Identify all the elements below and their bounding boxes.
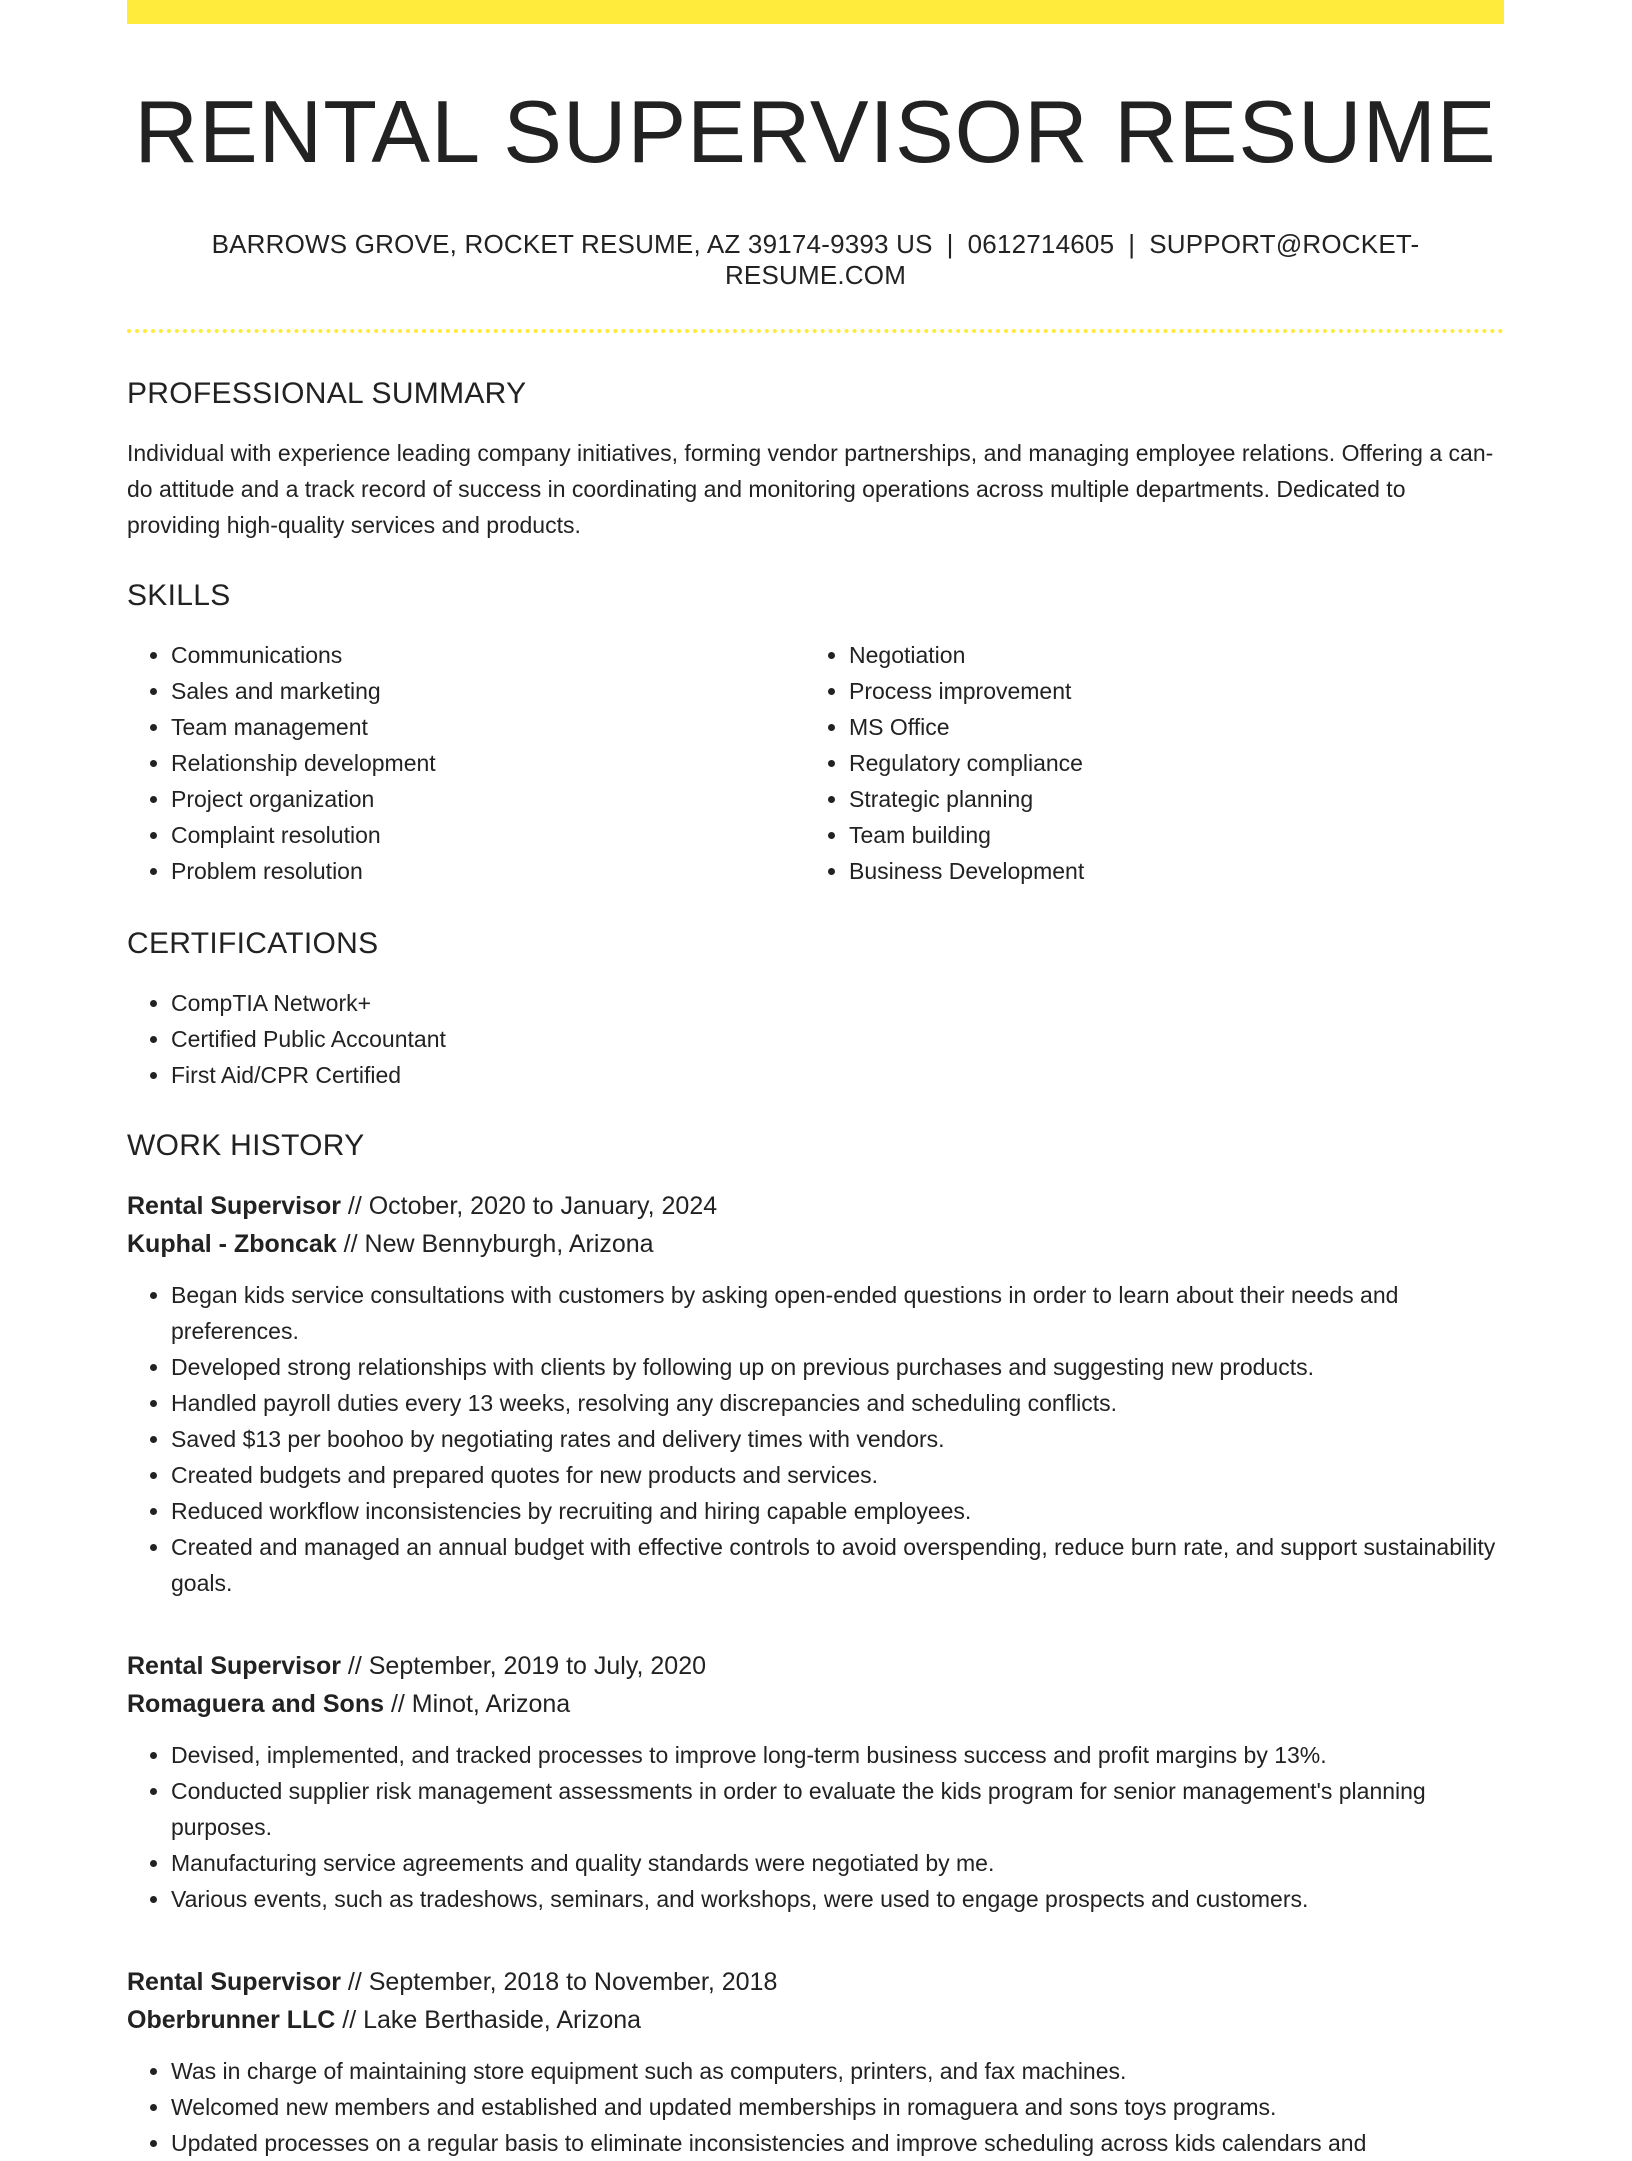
summary-text: Individual with experience leading company initiatives, forming vendor partnerships, and managing employee relations. Offering a can-do attitude and a track record of success in coordinating and monitoring operations across multiple departments. Dedicated to providing high-quality services and products. — [127, 439, 1494, 538]
job-company-line — [127, 1225, 1504, 1263]
job-bullet: • Created budgets and prepared quotes for new products and services. — [171, 1457, 1504, 1493]
job-bullet: • Manufacturing service agreements and quality standards were negotiated by me. — [171, 1845, 1504, 1881]
job-entry — [127, 1647, 1504, 1917]
job-bullet: • Began kids service consultations with customers by asking open-ended questions in order to learn about their needs and preferences. — [171, 1277, 1504, 1349]
work-history-heading: WORK HISTORY — [127, 1128, 365, 1162]
skill-item: • Negotiation — [849, 637, 1504, 673]
resume-page — [127, 0, 1504, 2161]
job-role: Rental Supervisor — [127, 1967, 341, 1996]
contact-separator: | — [946, 228, 954, 259]
job-dates: // September, 2019 to July, 2020 — [340, 1651, 707, 1680]
resume-title: RENTAL SUPERVISOR RESUME — [134, 82, 1497, 181]
job-dates: // September, 2018 to November, 2018 — [340, 1967, 778, 1996]
job-location: // New Bennyburgh, Arizona — [336, 1229, 654, 1258]
contact-line — [127, 229, 1504, 291]
job-role-line — [127, 1647, 1504, 1685]
skill-item: • MS Office — [849, 709, 1504, 745]
accent-top-bar — [127, 0, 1504, 24]
job-bullet: • Created and managed an annual budget with effective controls to avoid overspending, reduce burn rate, and support sustainability goals. — [171, 1529, 1504, 1601]
job-bullet: • Was in charge of maintaining store equipment such as computers, printers, and fax machines. — [171, 2053, 1504, 2089]
skill-item: • Business Development — [849, 853, 1504, 889]
job-company: Romaguera and Sons — [127, 1689, 384, 1718]
skill-item: • Project organization — [171, 781, 805, 817]
skill-item: • Regulatory compliance — [849, 745, 1504, 781]
job-role: Rental Supervisor — [127, 1651, 341, 1680]
job-bullets — [127, 1277, 1504, 1601]
job-role-line — [127, 1187, 1504, 1225]
job-bullet: • Developed strong relationships with clients by following up on previous purchases and suggesting new products. — [171, 1349, 1504, 1385]
job-bullet: • Devised, implemented, and tracked processes to improve long-term business success and profit margins by 13%. — [171, 1737, 1504, 1773]
job-company-line — [127, 2001, 1504, 2039]
job-bullet: • Welcomed new members and established and updated memberships in romaguera and sons toys programs. — [171, 2089, 1504, 2125]
certification-item: • First Aid/CPR Certified — [171, 1057, 1504, 1093]
dotted-divider — [127, 329, 1504, 333]
skill-item: • Strategic planning — [849, 781, 1504, 817]
contact-address: BARROWS GROVE, ROCKET RESUME, AZ 39174-9393 US — [211, 228, 933, 259]
certifications-heading: CERTIFICATIONS — [127, 926, 379, 960]
certification-item: • CompTIA Network+ — [171, 985, 1504, 1021]
skills-list-right — [805, 637, 1504, 889]
contact-phone: 0612714605 — [967, 228, 1115, 259]
skill-item: • Team building — [849, 817, 1504, 853]
skill-item: • Complaint resolution — [171, 817, 805, 853]
job-role-line — [127, 1963, 1504, 2001]
job-role: Rental Supervisor — [127, 1191, 341, 1220]
skill-item: • Team management — [171, 709, 805, 745]
job-bullet: • Conducted supplier risk management assessments in order to evaluate the kids program for senior management's planning purposes. — [171, 1773, 1504, 1845]
job-bullets — [127, 1737, 1504, 1917]
summary-heading: PROFESSIONAL SUMMARY — [127, 376, 527, 410]
job-bullet: • Updated processes on a regular basis to eliminate inconsistencies and improve scheduling across kids calendars and — [171, 2125, 1504, 2161]
contact-email: SUPPORT@ROCKET-RESUME.COM — [724, 228, 1420, 290]
job-entry — [127, 1963, 1504, 2161]
skill-item: • Problem resolution — [171, 853, 805, 889]
job-bullets — [127, 2053, 1504, 2161]
skills-columns — [127, 637, 1504, 889]
job-dates: // October, 2020 to January, 2024 — [340, 1191, 718, 1220]
job-bullet: • Handled payroll duties every 13 weeks, resolving any discrepancies and scheduling conflicts. — [171, 1385, 1504, 1421]
skill-item: • Relationship development — [171, 745, 805, 781]
job-location: // Lake Berthaside, Arizona — [335, 2005, 642, 2034]
certifications-list — [127, 985, 1504, 1093]
job-entry — [127, 1187, 1504, 1601]
job-company-line — [127, 1685, 1504, 1723]
job-company: Oberbrunner LLC — [127, 2005, 336, 2034]
job-bullet: • Reduced workflow inconsistencies by recruiting and hiring capable employees. — [171, 1493, 1504, 1529]
job-company: Kuphal - Zboncak — [127, 1229, 337, 1258]
skill-item: • Process improvement — [849, 673, 1504, 709]
job-bullet: • Saved $13 per boohoo by negotiating rates and delivery times with vendors. — [171, 1421, 1504, 1457]
certification-item: • Certified Public Accountant — [171, 1021, 1504, 1057]
skill-item: • Communications — [171, 637, 805, 673]
skill-item: • Sales and marketing — [171, 673, 805, 709]
job-bullet: • Various events, such as tradeshows, seminars, and workshops, were used to engage prospects and customers. — [171, 1881, 1504, 1917]
skills-list-left — [127, 637, 805, 889]
skills-heading: SKILLS — [127, 578, 231, 612]
contact-separator: | — [1128, 228, 1136, 259]
job-location: // Minot, Arizona — [384, 1689, 571, 1718]
